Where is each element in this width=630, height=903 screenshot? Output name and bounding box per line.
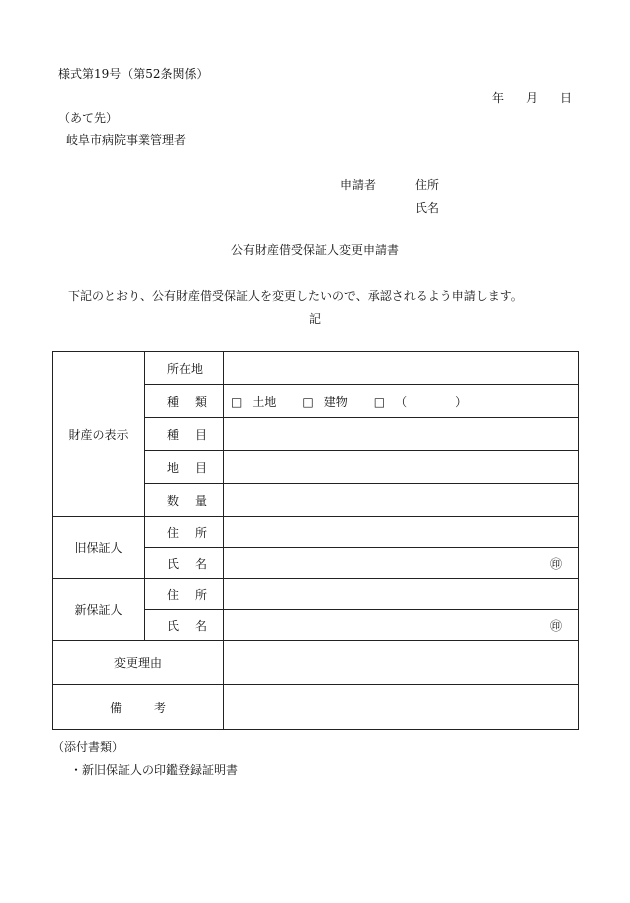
category-value[interactable]: [224, 418, 579, 451]
body-text: 下記のとおり、公有財産借受保証人を変更したいので、承認されるよう申請します。: [68, 289, 523, 303]
attachments-label: （添付書類）: [52, 740, 125, 754]
seal-mark: ㊞: [549, 556, 562, 571]
applicant-name-label: 氏名: [415, 201, 440, 215]
paren-open: （: [395, 394, 408, 409]
land-category-value[interactable]: [224, 451, 579, 484]
attachment-item: ・新旧保証人の印鑑登録証明書: [70, 763, 239, 777]
quantity-value[interactable]: [224, 484, 579, 517]
change-reason-label: 変更理由: [53, 641, 224, 685]
remarks-label: 備 考: [53, 685, 224, 730]
old-name-label: 氏 名: [145, 548, 224, 579]
date-year: 年: [491, 91, 504, 105]
date-line: [492, 92, 572, 104]
table-row: [53, 352, 579, 385]
land-checkbox[interactable]: □: [231, 394, 243, 409]
new-name-label: 氏 名: [145, 610, 224, 641]
seal-mark: ㊞: [549, 618, 562, 633]
type-label: 種 類: [145, 385, 224, 418]
location-value[interactable]: [224, 352, 579, 385]
application-form-table: [52, 351, 579, 730]
building-checkbox[interactable]: □: [302, 394, 314, 409]
other-checkbox[interactable]: □: [373, 394, 386, 409]
change-reason-value[interactable]: [224, 641, 579, 685]
addressee: 岐阜市病院事業管理者: [66, 133, 187, 147]
ki-mark: 記: [308, 312, 321, 326]
date-month: 月: [525, 91, 538, 105]
quantity-label: 数 量: [145, 484, 224, 517]
new-address-label: 住 所: [145, 579, 224, 610]
table-row: [53, 517, 579, 548]
location-label: 所在地: [145, 352, 224, 385]
building-option-label: 建物: [323, 394, 348, 409]
form-number: 様式第19号（第52条関係）: [58, 67, 209, 81]
category-label: 種 目: [145, 418, 224, 451]
table-row: [53, 641, 579, 685]
date-day: 日: [559, 91, 572, 105]
applicant-label: 申請者: [340, 178, 377, 192]
table-row: [53, 685, 579, 730]
property-group-label: 財産の表示: [53, 352, 145, 517]
new-guarantor-label: 新保証人: [53, 579, 145, 641]
remarks-value[interactable]: [224, 685, 579, 730]
old-guarantor-label: 旧保証人: [53, 517, 145, 579]
paren-close: ）: [455, 394, 468, 409]
old-address-label: 住 所: [145, 517, 224, 548]
old-name-value[interactable]: [224, 548, 579, 579]
land-option-label: 土地: [252, 394, 277, 409]
new-name-value[interactable]: [224, 610, 579, 641]
table-row: [53, 579, 579, 610]
applicant-address-label: 住所: [415, 178, 440, 192]
addressee-label: （あて先）: [58, 111, 119, 125]
land-category-label: 地 目: [145, 451, 224, 484]
type-options: [224, 385, 579, 418]
document-title: 公有財産借受保証人変更申請書: [230, 243, 399, 257]
old-address-value[interactable]: [224, 517, 579, 548]
new-address-value[interactable]: [224, 579, 579, 610]
